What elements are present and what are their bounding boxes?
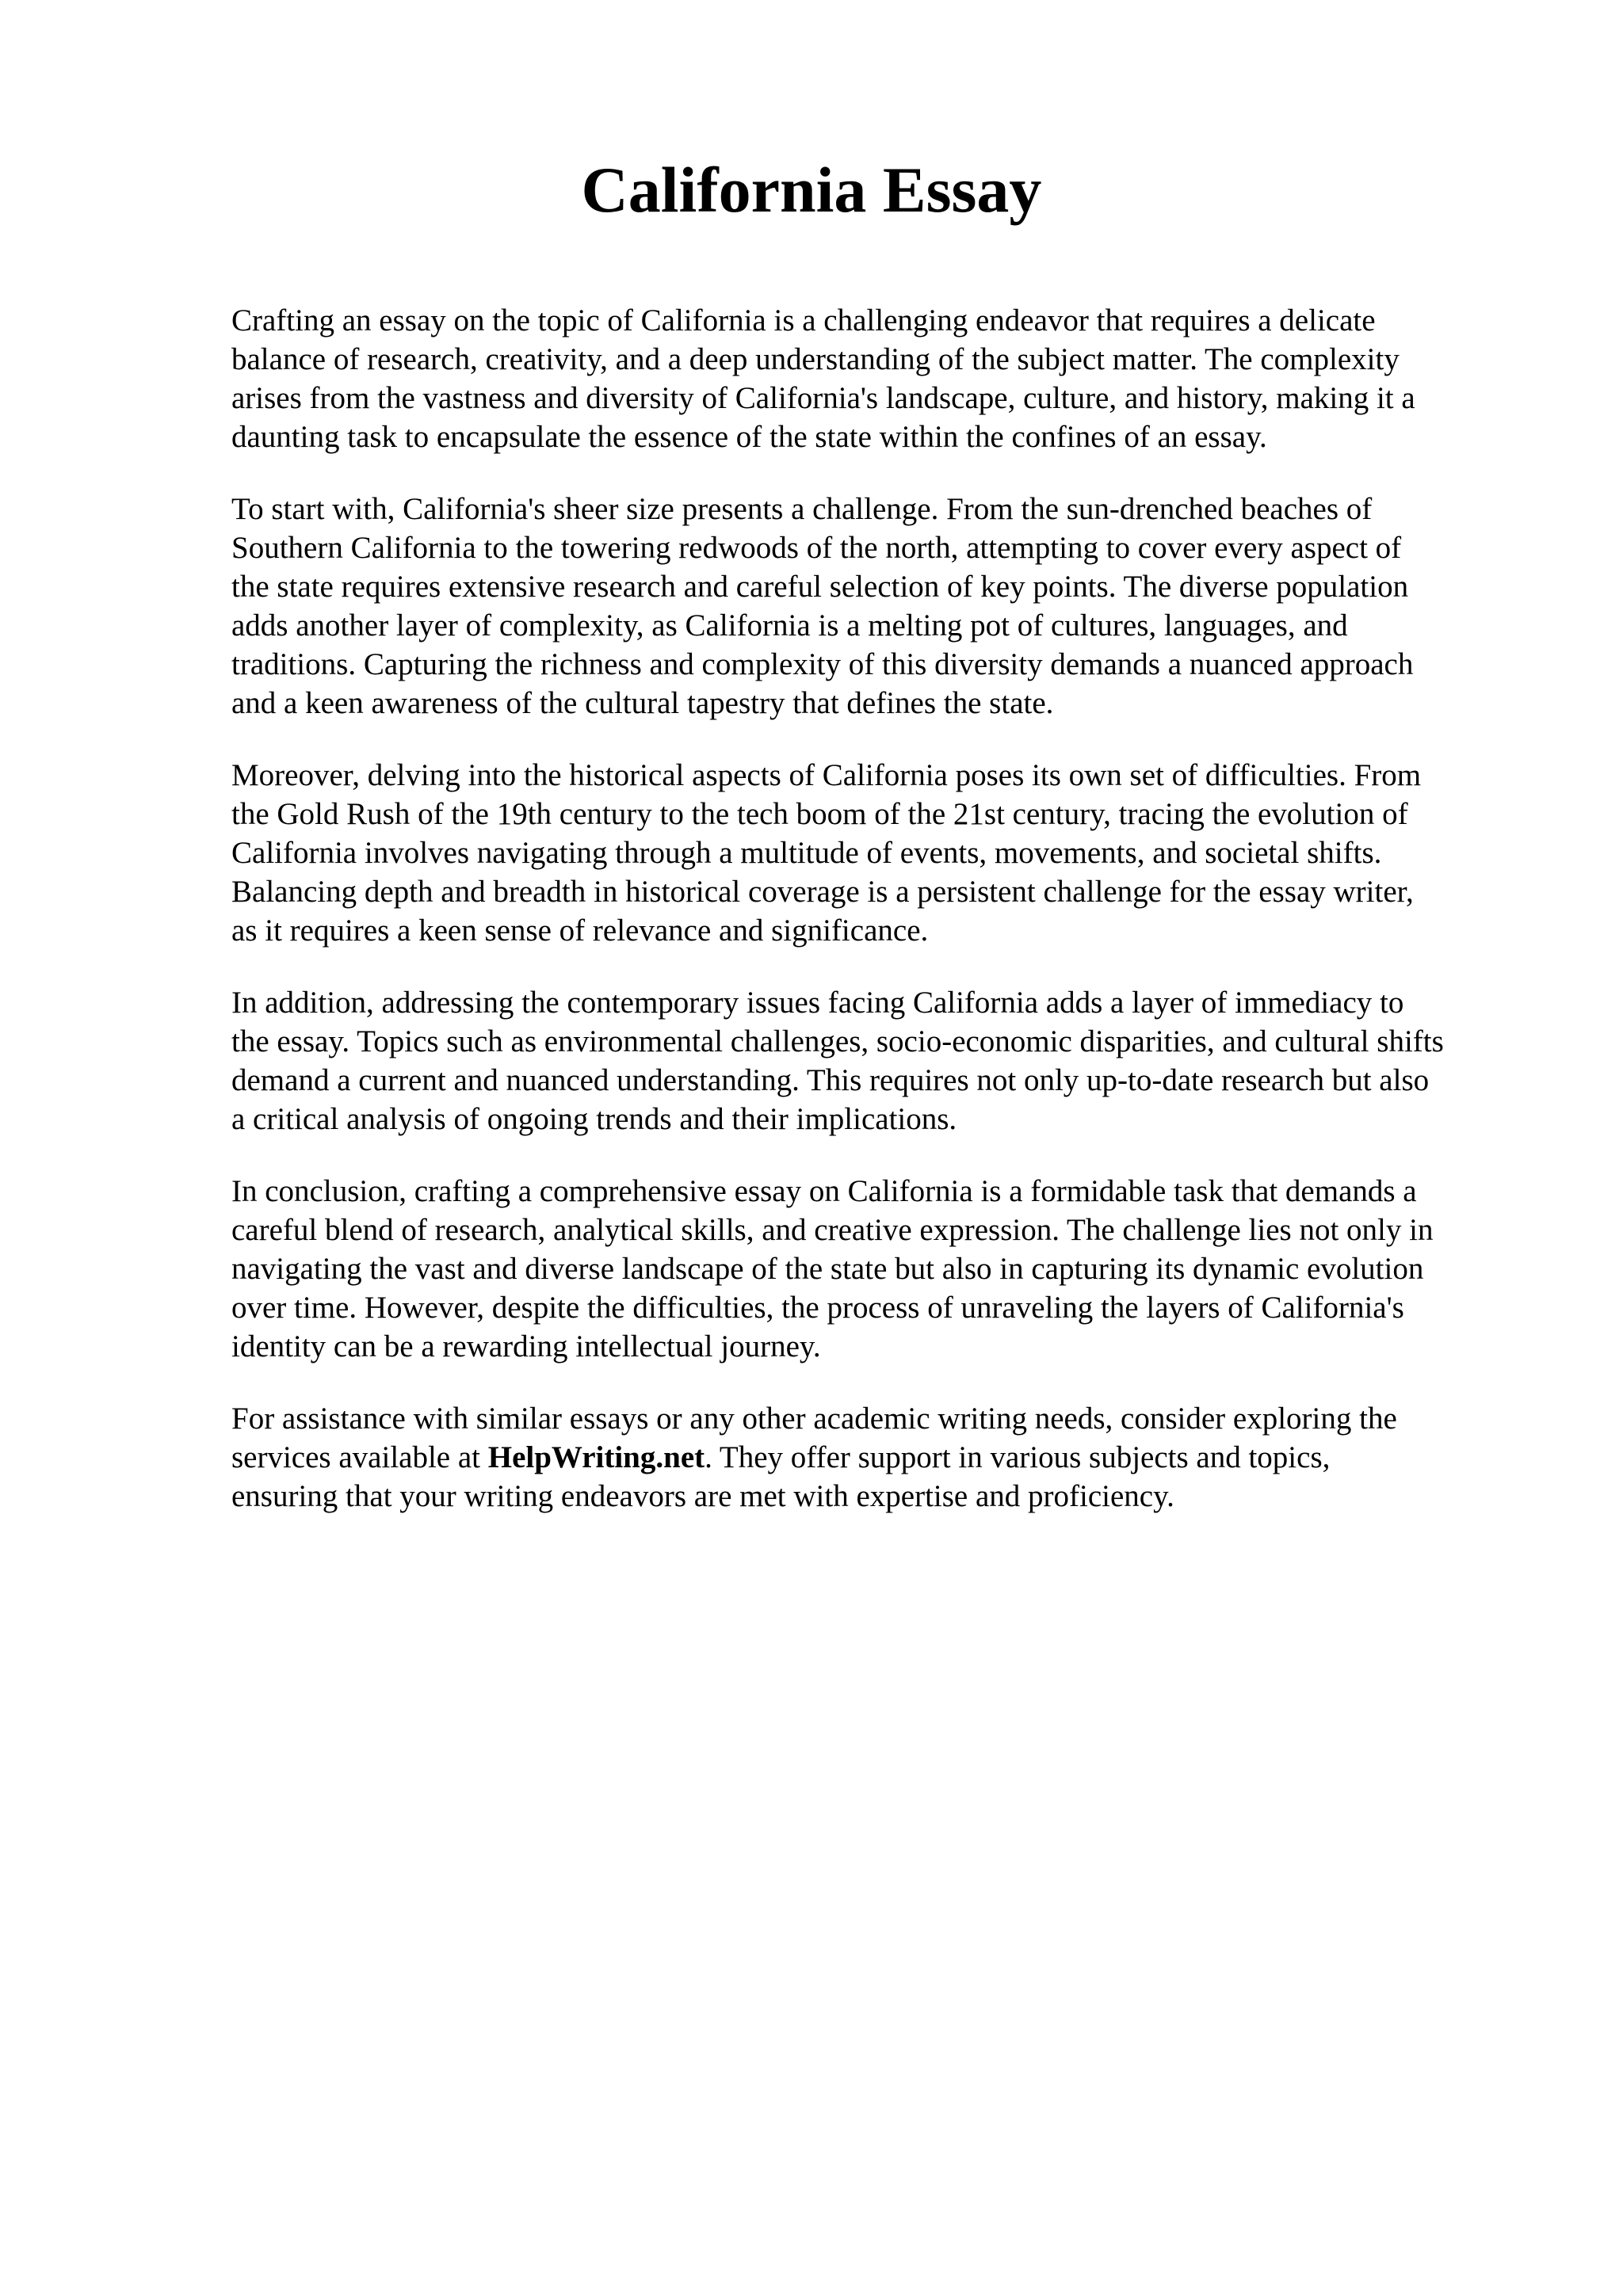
text-line: identity can be a rewarding intellectual journey.: [231, 1329, 821, 1363]
text-line: as it requires a keen sense of relevance and significance.: [231, 913, 929, 948]
paragraph-intro: [231, 301, 1531, 456]
text-line: the state requires extensive research and careful selection of key points. The diverse population: [231, 570, 1409, 604]
helpwriting-link[interactable]: HelpWriting.net: [487, 1440, 705, 1474]
text-line: balance of research, creativity, and a deep understanding of the subject matter. The complexity: [231, 342, 1400, 376]
text-line: Southern California to the towering redwoods of the north, attempting to cover every aspect of: [231, 531, 1402, 565]
paragraph-size: [231, 490, 1531, 723]
document-title: California Essay: [581, 154, 1042, 226]
text-line: the essay. Topics such as environmental challenges, socio-economic disparities, and cultural shifts: [231, 1024, 1444, 1058]
text-line: careful blend of research, analytical skills, and creative expression. The challenge lies not only in: [231, 1213, 1434, 1247]
text-line: adds another layer of complexity, as California is a melting pot of cultures, languages, and: [231, 608, 1348, 643]
text-line-with-link: [231, 1438, 1531, 1477]
text-line: California involves navigating through a multitude of events, movements, and societal shifts.: [231, 836, 1382, 870]
text-line: and a keen awareness of the cultural tapestry that defines the state.: [231, 686, 1054, 720]
text-line: In conclusion, crafting a comprehensive essay on California is a formidable task that demands a: [231, 1174, 1417, 1208]
paragraph-closing: [231, 1399, 1531, 1516]
text-line: For assistance with similar essays or any other academic writing needs, consider exploring the: [231, 1402, 1397, 1436]
paragraph-history: [231, 756, 1531, 950]
text-line: the Gold Rush of the 19th century to the tech boom of the 21st century, tracing the evolution of: [231, 797, 1408, 831]
text-line: over time. However, despite the difficulties, the process of unraveling the layers of California's: [231, 1291, 1404, 1325]
essay-body: [231, 301, 1531, 1549]
paragraph-contemporary: [231, 983, 1531, 1138]
text-line: In addition, addressing the contemporary issues facing California adds a layer of immediacy to: [231, 986, 1404, 1020]
text-line: demand a current and nuanced understanding. This requires not only up-to-date research but also: [231, 1063, 1430, 1097]
text-line: traditions. Capturing the richness and complexity of this diversity demands a nuanced approach: [231, 647, 1414, 681]
text-line: daunting task to encapsulate the essence of the state within the confines of an essay.: [231, 420, 1267, 454]
text-line: To start with, California's sheer size presents a challenge. From the sun-drenched beaches of: [231, 492, 1373, 526]
text-line: navigating the vast and diverse landscape of the state but also in capturing its dynamic evolution: [231, 1252, 1424, 1286]
text-line: arises from the vastness and diversity of California's landscape, culture, and history, making it a: [231, 381, 1415, 415]
text-line: ensuring that your writing endeavors are met with expertise and proficiency.: [231, 1479, 1174, 1513]
text-line: Balancing depth and breadth in historical coverage is a persistent challenge for the essay writer,: [231, 875, 1414, 909]
text-line: a critical analysis of ongoing trends and their implications.: [231, 1102, 957, 1136]
text-line: Moreover, delving into the historical aspects of California poses its own set of difficulties. From: [231, 758, 1422, 792]
text-line: Crafting an essay on the topic of California is a challenging endeavor that requires a delicate: [231, 303, 1376, 338]
paragraph-conclusion: [231, 1172, 1531, 1366]
closing-text-before-link: services available at: [231, 1440, 488, 1474]
closing-text-after-link: . They offer support in various subjects and topics,: [705, 1440, 1331, 1474]
